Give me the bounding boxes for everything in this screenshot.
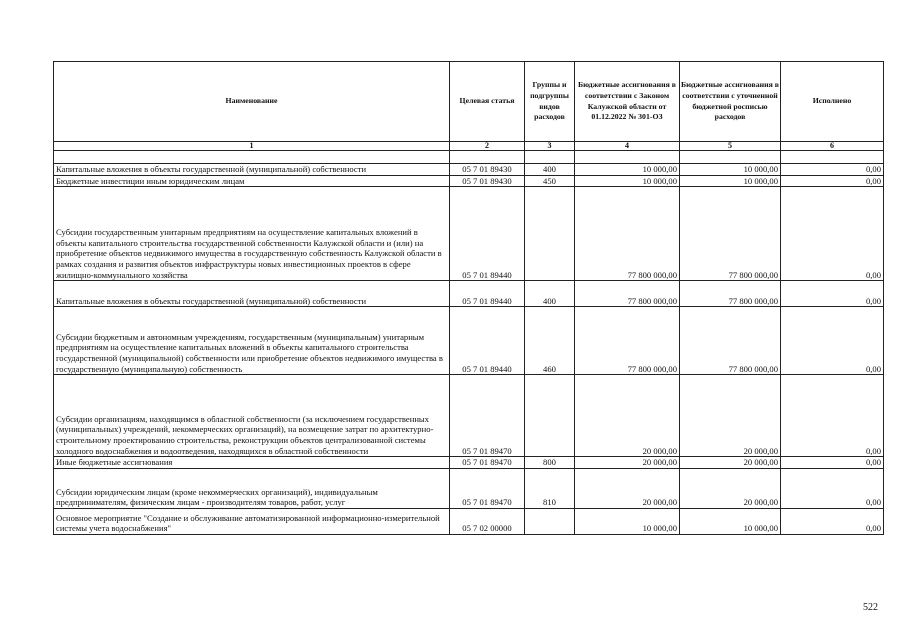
row-code: 05 7 01 89440 bbox=[450, 281, 525, 307]
row-executed-amount: 0,00 bbox=[781, 164, 884, 176]
row-group: 400 bbox=[525, 281, 575, 307]
row-revised-amount: 10 000,00 bbox=[680, 508, 781, 534]
row-executed-amount: 0,00 bbox=[781, 281, 884, 307]
column-number: 1 bbox=[54, 142, 450, 151]
table-row bbox=[54, 164, 884, 176]
row-revised-amount: 20 000,00 bbox=[680, 457, 781, 469]
column-number-row bbox=[54, 142, 884, 151]
row-group: 800 bbox=[525, 457, 575, 469]
row-group: 450 bbox=[525, 175, 575, 187]
row-name: Капитальные вложения в объекты государственной (муниципальной) собственности bbox=[54, 281, 450, 307]
table-row bbox=[54, 375, 884, 457]
row-law-amount: 20 000,00 bbox=[575, 468, 680, 508]
row-name: Иные бюджетные ассигнования bbox=[54, 457, 450, 469]
row-name: Бюджетные инвестиции иным юридическим лицам bbox=[54, 175, 450, 187]
header-name: Наименование bbox=[54, 62, 450, 142]
row-group: 400 bbox=[525, 164, 575, 176]
row-group bbox=[525, 375, 575, 457]
row-law-amount: 77 800 000,00 bbox=[575, 307, 680, 375]
row-code: 05 7 01 89470 bbox=[450, 457, 525, 469]
row-revised-amount: 77 800 000,00 bbox=[680, 307, 781, 375]
table-row bbox=[54, 307, 884, 375]
row-code: 05 7 01 89440 bbox=[450, 307, 525, 375]
row-code: 05 7 01 89430 bbox=[450, 175, 525, 187]
row-name: Субсидии юридическим лицам (кроме некоммерческих организаций), индивидуальным предпринимателям, физическим лицам - производителям товаров, работ, услуг bbox=[54, 468, 450, 508]
column-number: 6 bbox=[781, 142, 884, 151]
row-executed-amount: 0,00 bbox=[781, 468, 884, 508]
header-law: Бюджетные ассигнования в соответствии с Законом Калужской области от 01.12.2022 № 301-ОЗ bbox=[575, 62, 680, 142]
header-group: Группы и подгруппы видов расходов bbox=[525, 62, 575, 142]
row-code: 05 7 01 89470 bbox=[450, 375, 525, 457]
table-row bbox=[54, 187, 884, 281]
column-number: 2 bbox=[450, 142, 525, 151]
row-group: 810 bbox=[525, 468, 575, 508]
row-name: Капитальные вложения в объекты государственной (муниципальной) собственности bbox=[54, 164, 450, 176]
row-code: 05 7 01 89470 bbox=[450, 468, 525, 508]
row-code: 05 7 01 89440 bbox=[450, 187, 525, 281]
row-revised-amount: 77 800 000,00 bbox=[680, 187, 781, 281]
spacer-row bbox=[54, 151, 884, 164]
row-executed-amount: 0,00 bbox=[781, 175, 884, 187]
row-code: 05 7 01 89430 bbox=[450, 164, 525, 176]
column-number: 4 bbox=[575, 142, 680, 151]
row-name: Субсидии организациям, находящимся в областной собственности (за исключением государственных (муниципальных) учреждений, некоммерческих организаций), на возмещение затрат по архитектурно-строительному проектированию строительства, реконструкции объектов централизованной системы холодного водоснабжения и водоотведения, находящихся в областной собственности bbox=[54, 375, 450, 457]
row-executed-amount: 0,00 bbox=[781, 307, 884, 375]
row-law-amount: 20 000,00 bbox=[575, 457, 680, 469]
row-revised-amount: 10 000,00 bbox=[680, 175, 781, 187]
table-row bbox=[54, 468, 884, 508]
row-executed-amount: 0,00 bbox=[781, 508, 884, 534]
row-executed-amount: 0,00 bbox=[781, 187, 884, 281]
row-revised-amount: 77 800 000,00 bbox=[680, 281, 781, 307]
row-executed-amount: 0,00 bbox=[781, 457, 884, 469]
row-group bbox=[525, 508, 575, 534]
table-row bbox=[54, 281, 884, 307]
row-name: Субсидии бюджетным и автономным учреждениям, государственным (муниципальным) унитарным предприятиям на осуществление капитальных вложений в объекты капитального строительства государственной (муниципальной) собственности или приобретение объектов недвижимого имущества в государственную (муниципальную) собственность bbox=[54, 307, 450, 375]
column-number: 5 bbox=[680, 142, 781, 151]
row-group: 460 bbox=[525, 307, 575, 375]
row-code: 05 7 02 00000 bbox=[450, 508, 525, 534]
row-revised-amount: 10 000,00 bbox=[680, 164, 781, 176]
table-row bbox=[54, 457, 884, 469]
row-revised-amount: 20 000,00 bbox=[680, 375, 781, 457]
row-group bbox=[525, 187, 575, 281]
row-revised-amount: 20 000,00 bbox=[680, 468, 781, 508]
header-row bbox=[54, 62, 884, 142]
header-revised: Бюджетные ассигнования в соответствии с уточненной бюджетной росписью расходов bbox=[680, 62, 781, 142]
header-code: Целевая статья bbox=[450, 62, 525, 142]
row-law-amount: 10 000,00 bbox=[575, 164, 680, 176]
row-law-amount: 77 800 000,00 bbox=[575, 187, 680, 281]
row-law-amount: 10 000,00 bbox=[575, 508, 680, 534]
row-law-amount: 10 000,00 bbox=[575, 175, 680, 187]
row-name: Субсидии государственным унитарным предприятиям на осуществление капитальных вложений в объекты капитального строительства государственной собственности Калужской области и (или) на приобретение объектов недвижимого имущества в государственную собственность Калужской области в рамках создания и развития объектов инфраструктуры новых инвестиционных проектов в сфере жилищно-коммунального хозяйства bbox=[54, 187, 450, 281]
header-executed: Исполнено bbox=[781, 62, 884, 142]
column-number: 3 bbox=[525, 142, 575, 151]
budget-table bbox=[53, 61, 884, 535]
table-row bbox=[54, 175, 884, 187]
row-law-amount: 77 800 000,00 bbox=[575, 281, 680, 307]
row-name: Основное мероприятие "Создание и обслуживание автоматизированной информационно-измерительной системы учета водоснабжения" bbox=[54, 508, 450, 534]
page-number: 522 bbox=[863, 602, 878, 613]
table-row bbox=[54, 508, 884, 534]
row-law-amount: 20 000,00 bbox=[575, 375, 680, 457]
row-executed-amount: 0,00 bbox=[781, 375, 884, 457]
